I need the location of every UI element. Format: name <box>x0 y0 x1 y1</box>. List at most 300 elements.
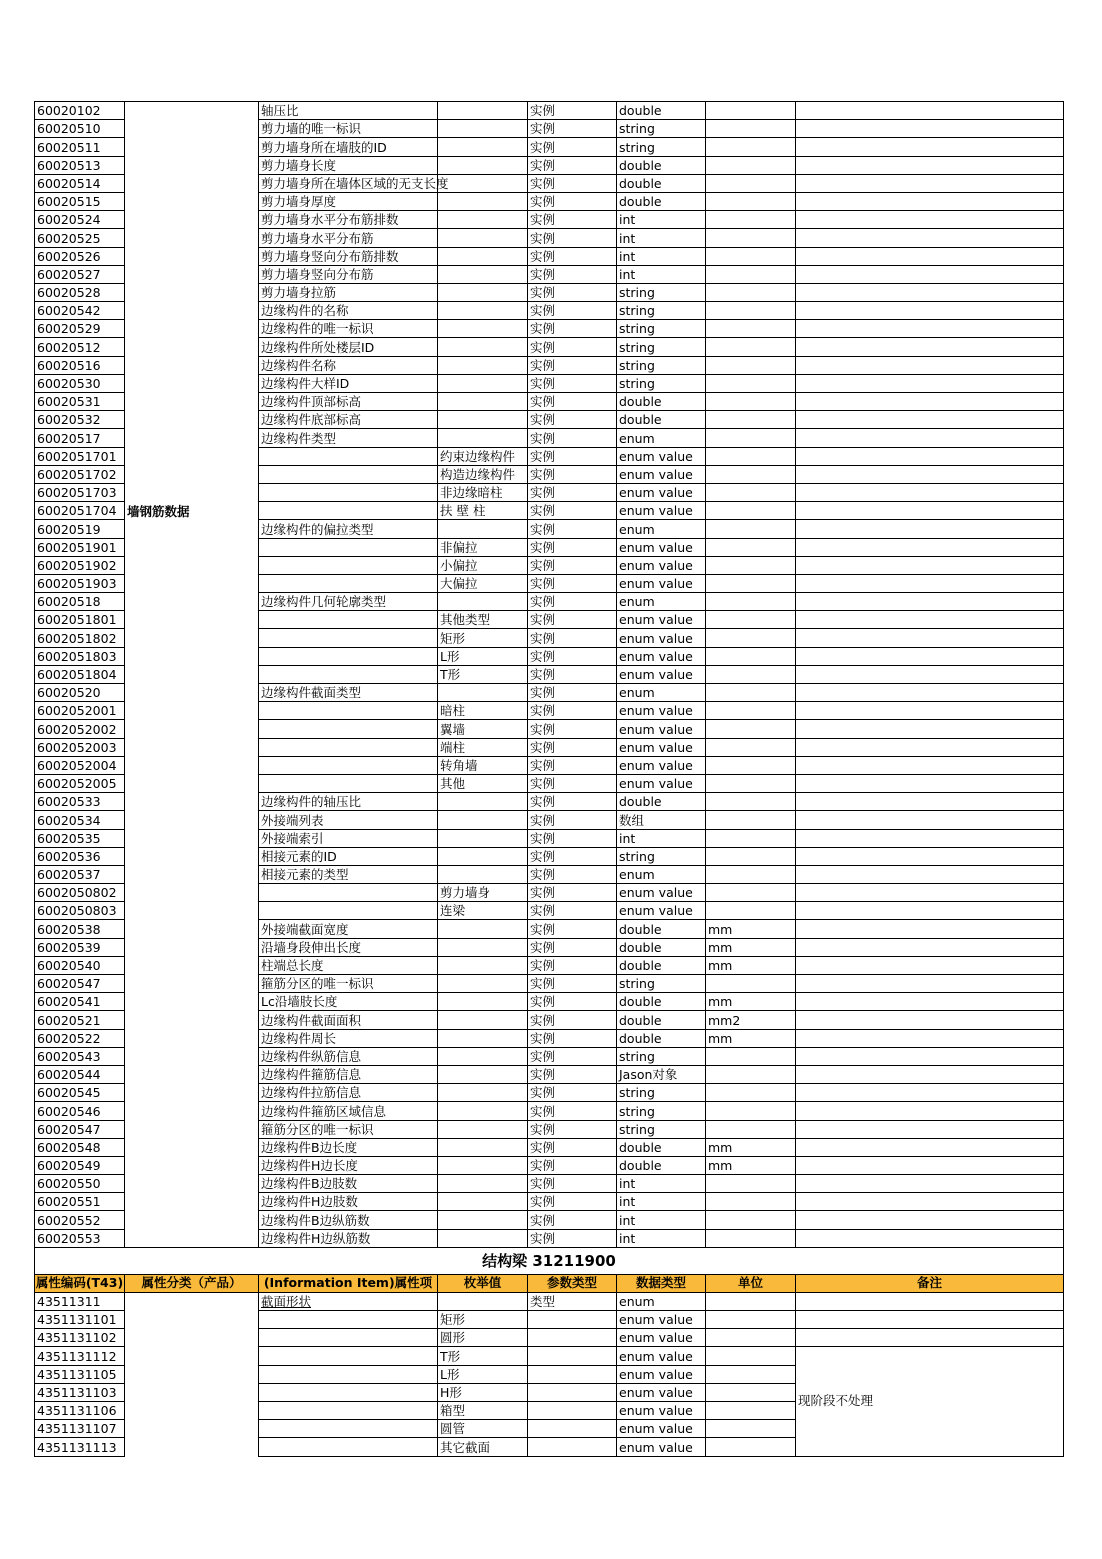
data-type-cell: enum value <box>617 611 706 629</box>
data-type-cell: enum value <box>617 1329 706 1347</box>
data-type-cell: double <box>617 938 706 956</box>
item-cell: 箍筋分区的唯一标识 <box>259 1120 438 1138</box>
table-row <box>35 502 1064 520</box>
table-row <box>35 1193 1064 1211</box>
data-type-cell: enum <box>617 1292 706 1310</box>
code-cell: 60020545 <box>35 1084 125 1102</box>
remark-cell <box>796 356 1064 374</box>
param-type-cell: 实例 <box>528 1029 617 1047</box>
item-cell <box>259 1420 438 1438</box>
item-cell <box>259 756 438 774</box>
param-type-cell: 实例 <box>528 192 617 210</box>
enum-value-cell: 端柱 <box>438 738 528 756</box>
table-row <box>35 593 1064 611</box>
code-cell: 6002051804 <box>35 665 125 683</box>
code-cell: 60020547 <box>35 1120 125 1138</box>
unit-cell <box>706 1102 796 1120</box>
data-type-cell: enum value <box>617 556 706 574</box>
category-cell <box>125 1211 259 1229</box>
param-type-cell: 实例 <box>528 229 617 247</box>
table-row <box>35 265 1064 283</box>
data-type-cell: double <box>617 411 706 429</box>
category-cell <box>125 302 259 320</box>
data-type-cell: double <box>617 1011 706 1029</box>
code-cell: 60020548 <box>35 1138 125 1156</box>
item-cell <box>259 1401 438 1419</box>
data-type-cell: enum value <box>617 1420 706 1438</box>
item-cell: 截面形状 <box>259 1292 438 1310</box>
category-cell <box>125 538 259 556</box>
table-row <box>35 320 1064 338</box>
enum-value-cell <box>438 920 528 938</box>
data-type-cell: enum value <box>617 756 706 774</box>
enum-value-cell <box>438 265 528 283</box>
param-type-cell: 实例 <box>528 811 617 829</box>
category-cell <box>125 865 259 883</box>
param-type-cell: 实例 <box>528 829 617 847</box>
remark-cell <box>796 1065 1064 1083</box>
data-type-cell: string <box>617 1047 706 1065</box>
code-cell: 6002051704 <box>35 502 125 520</box>
enum-value-cell <box>438 429 528 447</box>
enum-value-cell: 剪力墙身 <box>438 884 528 902</box>
category-cell <box>125 1292 259 1310</box>
enum-value-cell: L形 <box>438 647 528 665</box>
enum-value-cell <box>438 993 528 1011</box>
data-type-cell: enum value <box>617 1401 706 1419</box>
data-type-cell: string <box>617 120 706 138</box>
unit-cell <box>706 1193 796 1211</box>
unit-cell <box>706 665 796 683</box>
enum-value-cell <box>438 1120 528 1138</box>
unit-cell <box>706 975 796 993</box>
unit-cell <box>706 265 796 283</box>
table-row <box>35 829 1064 847</box>
item-cell: 边缘构件名称 <box>259 356 438 374</box>
item-cell: 边缘构件周长 <box>259 1029 438 1047</box>
enum-value-cell <box>438 847 528 865</box>
unit-cell <box>706 192 796 210</box>
item-cell <box>259 884 438 902</box>
param-type-cell: 实例 <box>528 120 617 138</box>
unit-cell <box>706 502 796 520</box>
table-row <box>35 393 1064 411</box>
data-type-cell: int <box>617 229 706 247</box>
enum-value-cell: 箱型 <box>438 1401 528 1419</box>
item-cell: 边缘构件截面类型 <box>259 684 438 702</box>
item-cell: 剪力墙身所在墙体区域的无支长度 <box>259 174 438 192</box>
data-type-cell: enum value <box>617 702 706 720</box>
param-type-cell: 实例 <box>528 756 617 774</box>
unit-cell <box>706 574 796 592</box>
category-cell <box>125 938 259 956</box>
item-cell: 边缘构件H边纵筋数 <box>259 1229 438 1247</box>
table-row <box>35 738 1064 756</box>
enum-value-cell: 其他 <box>438 774 528 792</box>
category-cell <box>125 429 259 447</box>
category-cell <box>125 1120 259 1138</box>
category-cell <box>125 320 259 338</box>
unit-cell <box>706 811 796 829</box>
remark-cell <box>796 429 1064 447</box>
table-row <box>35 1229 1064 1247</box>
unit-cell <box>706 884 796 902</box>
data-type-cell: enum value <box>617 774 706 792</box>
unit-cell <box>706 374 796 392</box>
param-type-cell: 实例 <box>528 393 617 411</box>
category-cell <box>125 811 259 829</box>
enum-value-cell: L形 <box>438 1365 528 1383</box>
category-cell <box>125 611 259 629</box>
data-type-cell: string <box>617 1120 706 1138</box>
item-cell <box>259 738 438 756</box>
enum-value-cell <box>438 302 528 320</box>
unit-cell <box>706 702 796 720</box>
table-row <box>35 1175 1064 1193</box>
unit-cell <box>706 611 796 629</box>
remark-cell <box>796 702 1064 720</box>
code-cell: 60020549 <box>35 1156 125 1174</box>
param-type-cell: 实例 <box>528 665 617 683</box>
param-type-cell: 实例 <box>528 884 617 902</box>
table-row <box>35 374 1064 392</box>
code-cell: 6002051701 <box>35 447 125 465</box>
column-header-row <box>35 1274 1064 1292</box>
unit-cell <box>706 1065 796 1083</box>
remark-cell <box>796 629 1064 647</box>
remark-cell <box>796 120 1064 138</box>
remark-cell <box>796 611 1064 629</box>
enum-value-cell <box>438 247 528 265</box>
remark-cell <box>796 520 1064 538</box>
table-row <box>35 192 1064 210</box>
param-type-cell: 实例 <box>528 556 617 574</box>
remark-cell <box>796 738 1064 756</box>
header-param-type: 参数类型 <box>528 1274 617 1292</box>
enum-value-cell <box>438 192 528 210</box>
remark-cell <box>796 502 1064 520</box>
code-cell: 6002052005 <box>35 774 125 792</box>
table-row <box>35 102 1064 120</box>
unit-cell <box>706 1311 796 1329</box>
unit-cell <box>706 865 796 883</box>
item-cell: 剪力墙身长度 <box>259 156 438 174</box>
code-cell: 60020520 <box>35 684 125 702</box>
enum-value-cell <box>438 211 528 229</box>
data-type-cell: double <box>617 1156 706 1174</box>
category-cell <box>125 738 259 756</box>
data-type-cell: enum value <box>617 738 706 756</box>
code-cell: 60020546 <box>35 1102 125 1120</box>
remark-cell <box>796 192 1064 210</box>
item-cell: 边缘构件H边肢数 <box>259 1193 438 1211</box>
code-cell: 6002051802 <box>35 629 125 647</box>
item-cell: 边缘构件B边长度 <box>259 1138 438 1156</box>
code-cell: 4351131102 <box>35 1329 125 1347</box>
category-cell <box>125 847 259 865</box>
code-cell: 6002050802 <box>35 884 125 902</box>
code-cell: 6002051801 <box>35 611 125 629</box>
table-row <box>35 956 1064 974</box>
code-cell: 60020542 <box>35 302 125 320</box>
item-cell: 边缘构件B边肢数 <box>259 1175 438 1193</box>
unit-cell <box>706 393 796 411</box>
data-type-cell: enum value <box>617 538 706 556</box>
table-row <box>35 902 1064 920</box>
param-type-cell: 实例 <box>528 720 617 738</box>
remark-cell <box>796 102 1064 120</box>
data-type-cell: int <box>617 211 706 229</box>
param-type-cell: 类型 <box>528 1292 617 1310</box>
table-row <box>35 283 1064 301</box>
unit-cell <box>706 320 796 338</box>
unit-cell: mm <box>706 956 796 974</box>
remark-cell <box>796 665 1064 683</box>
item-cell: 剪力墙身水平分布筋 <box>259 229 438 247</box>
category-cell <box>125 647 259 665</box>
data-type-cell: int <box>617 829 706 847</box>
enum-value-cell: 转角墙 <box>438 756 528 774</box>
param-type-cell <box>528 1311 617 1329</box>
header-info-item: (Information Item)属性项 <box>259 1274 438 1292</box>
param-type-cell: 实例 <box>528 265 617 283</box>
table-row <box>35 574 1064 592</box>
item-cell: 剪力墙身竖向分布筋排数 <box>259 247 438 265</box>
unit-cell <box>706 684 796 702</box>
table-row <box>35 156 1064 174</box>
category-cell <box>125 574 259 592</box>
table-row <box>35 684 1064 702</box>
category-cell <box>125 1383 259 1401</box>
table-row <box>35 356 1064 374</box>
unit-cell <box>706 483 796 501</box>
table-row <box>35 1311 1064 1329</box>
remark-cell <box>796 902 1064 920</box>
code-cell: 60020532 <box>35 411 125 429</box>
param-type-cell: 实例 <box>528 902 617 920</box>
data-type-cell: int <box>617 1175 706 1193</box>
remark-cell <box>796 320 1064 338</box>
param-type-cell: 实例 <box>528 1120 617 1138</box>
table-row <box>35 1065 1064 1083</box>
code-cell: 4351131103 <box>35 1383 125 1401</box>
unit-cell <box>706 429 796 447</box>
param-type-cell: 实例 <box>528 738 617 756</box>
item-cell: 外接端索引 <box>259 829 438 847</box>
data-type-cell: enum <box>617 520 706 538</box>
table-row <box>35 338 1064 356</box>
unit-cell: mm <box>706 1156 796 1174</box>
param-type-cell: 实例 <box>528 593 617 611</box>
code-cell: 6002050803 <box>35 902 125 920</box>
code-cell: 6002051803 <box>35 647 125 665</box>
remark-cell <box>796 993 1064 1011</box>
category-cell <box>125 774 259 792</box>
remark-cell <box>796 302 1064 320</box>
table-row <box>35 1029 1064 1047</box>
category-cell <box>125 520 259 538</box>
table-row <box>35 611 1064 629</box>
remark-cell <box>796 720 1064 738</box>
table-row <box>35 1138 1064 1156</box>
enum-value-cell <box>438 829 528 847</box>
category-cell <box>125 102 259 120</box>
category-cell <box>125 192 259 210</box>
remark-cell <box>796 447 1064 465</box>
section-title: 结构梁 31211900 <box>35 1247 1064 1274</box>
param-type-cell: 实例 <box>528 356 617 374</box>
enum-value-cell: 圆管 <box>438 1420 528 1438</box>
enum-value-cell: 矩形 <box>438 1311 528 1329</box>
code-cell: 60020539 <box>35 938 125 956</box>
enum-value-cell <box>438 938 528 956</box>
enum-value-cell <box>438 684 528 702</box>
item-cell <box>259 702 438 720</box>
enum-value-cell <box>438 520 528 538</box>
data-type-cell: string <box>617 338 706 356</box>
item-cell: 边缘构件的名称 <box>259 302 438 320</box>
unit-cell: mm <box>706 1029 796 1047</box>
param-type-cell: 实例 <box>528 793 617 811</box>
item-cell: 沿墙身段伸出长度 <box>259 938 438 956</box>
code-cell: 60020553 <box>35 1229 125 1247</box>
unit-cell: mm <box>706 938 796 956</box>
remark-cell <box>796 174 1064 192</box>
category-cell <box>125 793 259 811</box>
param-type-cell: 实例 <box>528 1229 617 1247</box>
data-type-cell: string <box>617 283 706 301</box>
item-cell: 边缘构件几何轮廓类型 <box>259 593 438 611</box>
enum-value-cell <box>438 1175 528 1193</box>
table-row <box>35 1347 1064 1365</box>
table-row <box>35 938 1064 956</box>
code-cell: 60020512 <box>35 338 125 356</box>
unit-cell <box>706 229 796 247</box>
unit-cell <box>706 283 796 301</box>
unit-cell <box>706 1211 796 1229</box>
param-type-cell <box>528 1347 617 1365</box>
param-type-cell: 实例 <box>528 993 617 1011</box>
item-cell: 相接元素的类型 <box>259 865 438 883</box>
table-row <box>35 465 1064 483</box>
item-cell <box>259 1365 438 1383</box>
item-cell: 外接端截面宽度 <box>259 920 438 938</box>
unit-cell <box>706 629 796 647</box>
param-type-cell: 实例 <box>528 247 617 265</box>
unit-cell <box>706 1120 796 1138</box>
enum-value-cell: 其它截面 <box>438 1438 528 1456</box>
data-type-cell: enum <box>617 865 706 883</box>
code-cell: 6002051902 <box>35 556 125 574</box>
remark-cell <box>796 956 1064 974</box>
item-cell: 轴压比 <box>259 102 438 120</box>
table-row <box>35 520 1064 538</box>
param-type-cell: 实例 <box>528 283 617 301</box>
table-row <box>35 1292 1064 1310</box>
code-cell: 4351131106 <box>35 1401 125 1419</box>
unit-cell <box>706 1383 796 1401</box>
remark-merged-cell: 现阶段不处理 <box>796 1347 1064 1456</box>
table-row <box>35 447 1064 465</box>
data-type-cell: enum value <box>617 884 706 902</box>
category-cell <box>125 902 259 920</box>
remark-cell <box>796 938 1064 956</box>
remark-cell <box>796 684 1064 702</box>
item-cell: Lc沿墙肢长度 <box>259 993 438 1011</box>
category-cell <box>125 1138 259 1156</box>
table-row <box>35 429 1064 447</box>
item-cell <box>259 538 438 556</box>
unit-cell <box>706 1084 796 1102</box>
unit-cell <box>706 138 796 156</box>
category-cell <box>125 1401 259 1419</box>
remark-cell <box>796 338 1064 356</box>
code-cell: 4351131105 <box>35 1365 125 1383</box>
param-type-cell: 实例 <box>528 1193 617 1211</box>
category-cell <box>125 356 259 374</box>
table-row <box>35 174 1064 192</box>
remark-cell <box>796 847 1064 865</box>
item-cell <box>259 665 438 683</box>
unit-cell <box>706 847 796 865</box>
unit-cell: mm <box>706 920 796 938</box>
category-cell <box>125 756 259 774</box>
data-type-cell: double <box>617 156 706 174</box>
item-cell <box>259 1347 438 1365</box>
enum-value-cell: 小偏拉 <box>438 556 528 574</box>
param-type-cell: 实例 <box>528 684 617 702</box>
category-cell <box>125 920 259 938</box>
param-type-cell <box>528 1365 617 1383</box>
table-row <box>35 884 1064 902</box>
remark-cell <box>796 829 1064 847</box>
attribute-table <box>34 101 1064 1457</box>
enum-value-cell <box>438 338 528 356</box>
enum-value-cell <box>438 374 528 392</box>
item-cell: 边缘构件大样ID <box>259 374 438 392</box>
data-type-cell: enum value <box>617 720 706 738</box>
code-cell: 60020521 <box>35 1011 125 1029</box>
code-cell: 6002052003 <box>35 738 125 756</box>
table-row <box>35 138 1064 156</box>
table-row <box>35 1156 1064 1174</box>
unit-cell <box>706 102 796 120</box>
param-type-cell: 实例 <box>528 1156 617 1174</box>
category-cell <box>125 956 259 974</box>
unit-cell <box>706 720 796 738</box>
param-type-cell: 实例 <box>528 774 617 792</box>
param-type-cell: 实例 <box>528 574 617 592</box>
code-cell: 60020528 <box>35 283 125 301</box>
enum-value-cell: 连梁 <box>438 902 528 920</box>
data-type-cell: double <box>617 793 706 811</box>
category-cell <box>125 1084 259 1102</box>
param-type-cell: 实例 <box>528 374 617 392</box>
item-cell: 剪力墙身竖向分布筋 <box>259 265 438 283</box>
unit-cell <box>706 174 796 192</box>
remark-cell <box>796 574 1064 592</box>
code-cell: 60020522 <box>35 1029 125 1047</box>
code-cell: 60020551 <box>35 1193 125 1211</box>
item-cell <box>259 574 438 592</box>
unit-cell <box>706 593 796 611</box>
item-cell <box>259 556 438 574</box>
unit-cell <box>706 902 796 920</box>
remark-cell <box>796 1211 1064 1229</box>
param-type-cell: 实例 <box>528 1211 617 1229</box>
unit-cell <box>706 829 796 847</box>
data-type-cell: string <box>617 374 706 392</box>
